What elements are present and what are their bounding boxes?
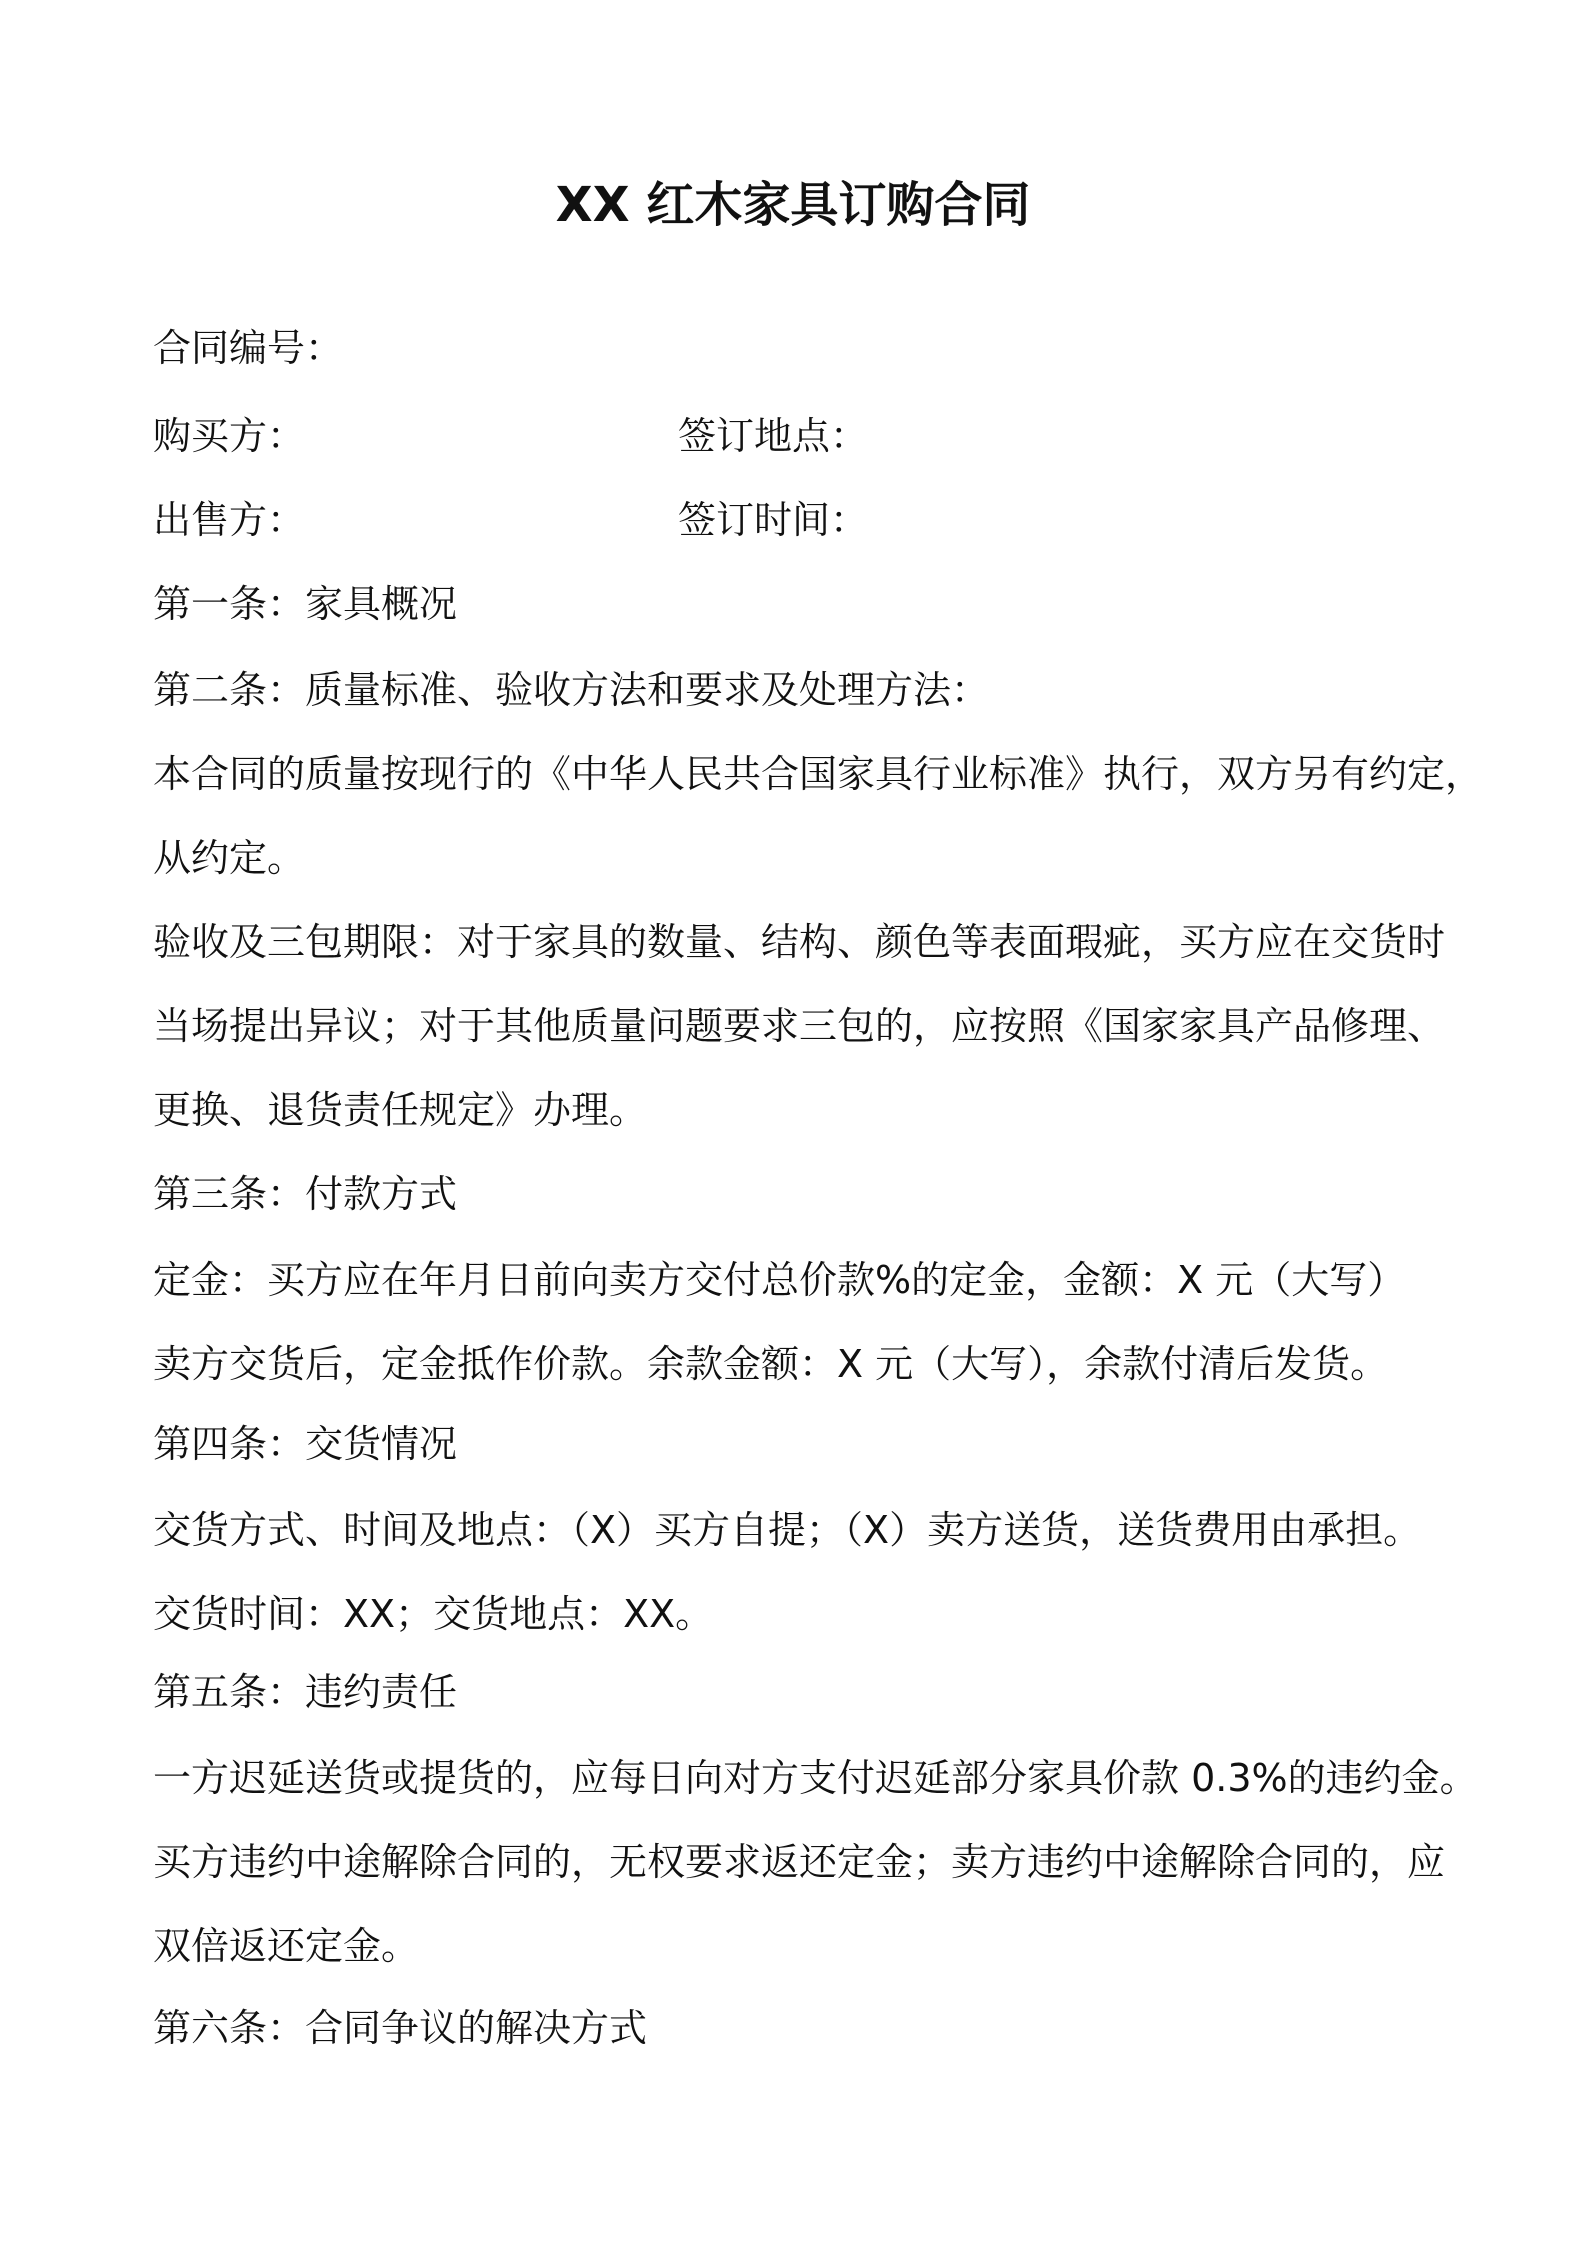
article-2-heading: 第二条：质量标准、验收方法和要求及处理方法： [153,668,990,712]
article-5-paragraph-line: 一方迟延送货或提货的，应每日向对方支付迟延部分家具价款 0.3%的违约金。 [153,1756,1478,1800]
contract-number-label: 合同编号： [153,326,344,370]
signing-place-label: 签订地点： [678,414,869,458]
article-2-paragraph-line: 当场提出异议；对于其他质量问题要求三包的，应按照《国家家具产品修理、 [153,1004,1446,1048]
article-4-paragraph-line: 交货时间：XX；交货地点：XX。 [153,1592,714,1636]
article-2-paragraph-line: 更换、退货责任规定》办理。 [153,1088,648,1132]
article-3-heading: 第三条：付款方式 [153,1172,458,1216]
signing-time-label: 签订时间： [678,498,869,542]
article-2-paragraph-line: 从约定。 [153,836,306,880]
article-4-paragraph-line: 交货方式、时间及地点：（X）买方自提；（X）卖方送货，送货费用由承担。 [153,1508,1422,1552]
article-6-heading: 第六条：合同争议的解决方式 [153,2006,648,2050]
article-5-heading: 第五条：违约责任 [153,1670,458,1714]
article-3-paragraph-line: 定金：买方应在年月日前向卖方交付总价款%的定金，金额：X 元（大写） [153,1258,1406,1302]
article-3-paragraph-line: 卖方交货后，定金抵作价款。余款金额：X 元（大写），余款付清后发货。 [153,1342,1389,1386]
document-title: XX 红木家具订购合同 [555,177,1031,233]
article-4-heading: 第四条：交货情况 [153,1422,458,1466]
buyer-label: 购买方： [153,414,306,458]
article-5-paragraph-line: 买方违约中途解除合同的，无权要求返还定金；卖方违约中途解除合同的，应 [153,1840,1446,1884]
seller-label: 出售方： [153,498,306,542]
article-2-paragraph-line: 本合同的质量按现行的《中华人民共合国家具行业标准》执行，双方另有约定， [153,752,1484,796]
article-1-heading: 第一条：家具概况 [153,582,458,626]
article-5-paragraph-line: 双倍返还定金。 [153,1924,420,1968]
article-2-paragraph-line: 验收及三包期限：对于家具的数量、结构、颜色等表面瑕疵，买方应在交货时 [153,920,1446,964]
